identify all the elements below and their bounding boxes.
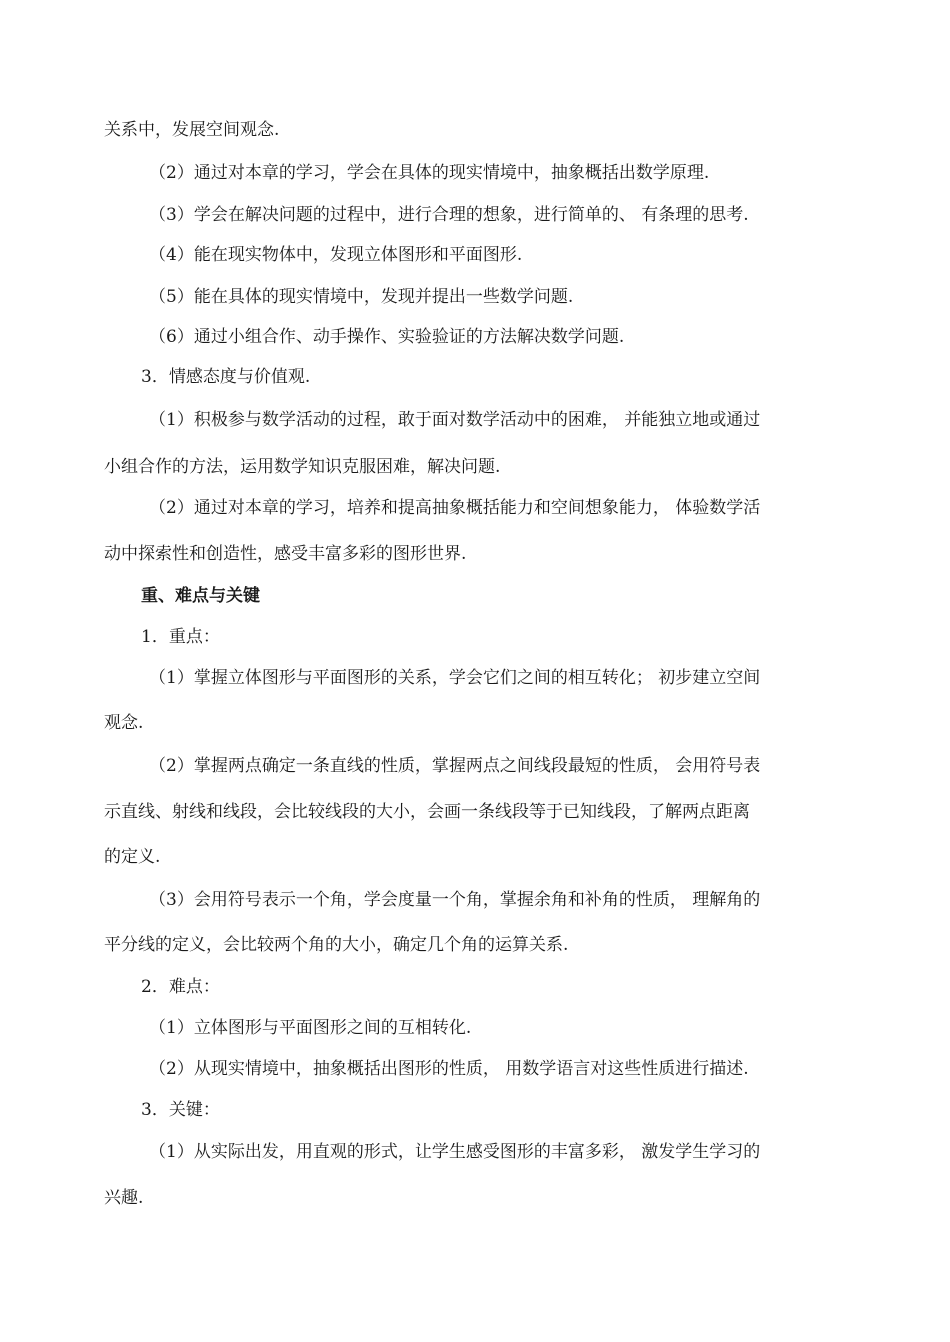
section-heading: 2．难点：: [141, 977, 220, 997]
text-line: （2）从现实情境中，抽象概括出图形的性质， 用数学语言对这些性质进行描述.: [149, 1059, 749, 1079]
text-line: （2）掌握两点确定一条直线的性质，掌握两点之间线段最短的性质， 会用符号表: [149, 756, 761, 776]
text-line: （2）通过对本章的学习，学会在具体的现实情境中，抽象概括出数学原理.: [149, 163, 710, 183]
text-line: （1）积极参与数学活动的过程，敢于面对数学活动中的困难， 并能独立地或通过: [149, 410, 761, 430]
section-heading: 3．情感态度与价值观.: [141, 367, 311, 387]
text-line: （3）学会在解决问题的过程中，进行合理的想象，进行简单的、 有条理的思考.: [149, 205, 749, 225]
text-line: （4）能在现实物体中，发现立体图形和平面图形.: [149, 245, 523, 265]
section-heading: 3．关键：: [141, 1100, 220, 1120]
text-line: 动中探索性和创造性，感受丰富多彩的图形世界.: [104, 544, 467, 564]
text-line: 兴趣.: [104, 1188, 144, 1208]
text-line: 平分线的定义，会比较两个角的大小，确定几个角的运算关系.: [104, 935, 569, 955]
text-line: （1）立体图形与平面图形之间的互相转化.: [149, 1018, 472, 1038]
text-line: 观念.: [104, 713, 144, 733]
section-heading: 1．重点：: [141, 627, 220, 647]
section-title: 重、难点与关键: [141, 586, 260, 606]
text-line: （5）能在具体的现实情境中，发现并提出一些数学问题.: [149, 287, 574, 307]
text-line: （1）掌握立体图形与平面图形的关系，学会它们之间的相互转化； 初步建立空间: [149, 668, 761, 688]
text-line: 示直线、射线和线段，会比较线段的大小，会画一条线段等于已知线段，了解两点距离: [104, 802, 750, 822]
text-line: （2）通过对本章的学习，培养和提高抽象概括能力和空间想象能力， 体验数学活: [149, 498, 761, 518]
text-line: （6）通过小组合作、动手操作、实验验证的方法解决数学问题.: [149, 327, 625, 347]
text-line: 关系中，发展空间观念.: [104, 120, 280, 140]
text-line: 的定义.: [104, 847, 161, 867]
text-line: （3）会用符号表示一个角，学会度量一个角，掌握余角和补角的性质， 理解角的: [149, 890, 761, 910]
text-line: 小组合作的方法，运用数学知识克服困难，解决问题.: [104, 457, 501, 477]
text-line: （1）从实际出发，用直观的形式，让学生感受图形的丰富多彩， 激发学生学习的: [149, 1142, 761, 1162]
